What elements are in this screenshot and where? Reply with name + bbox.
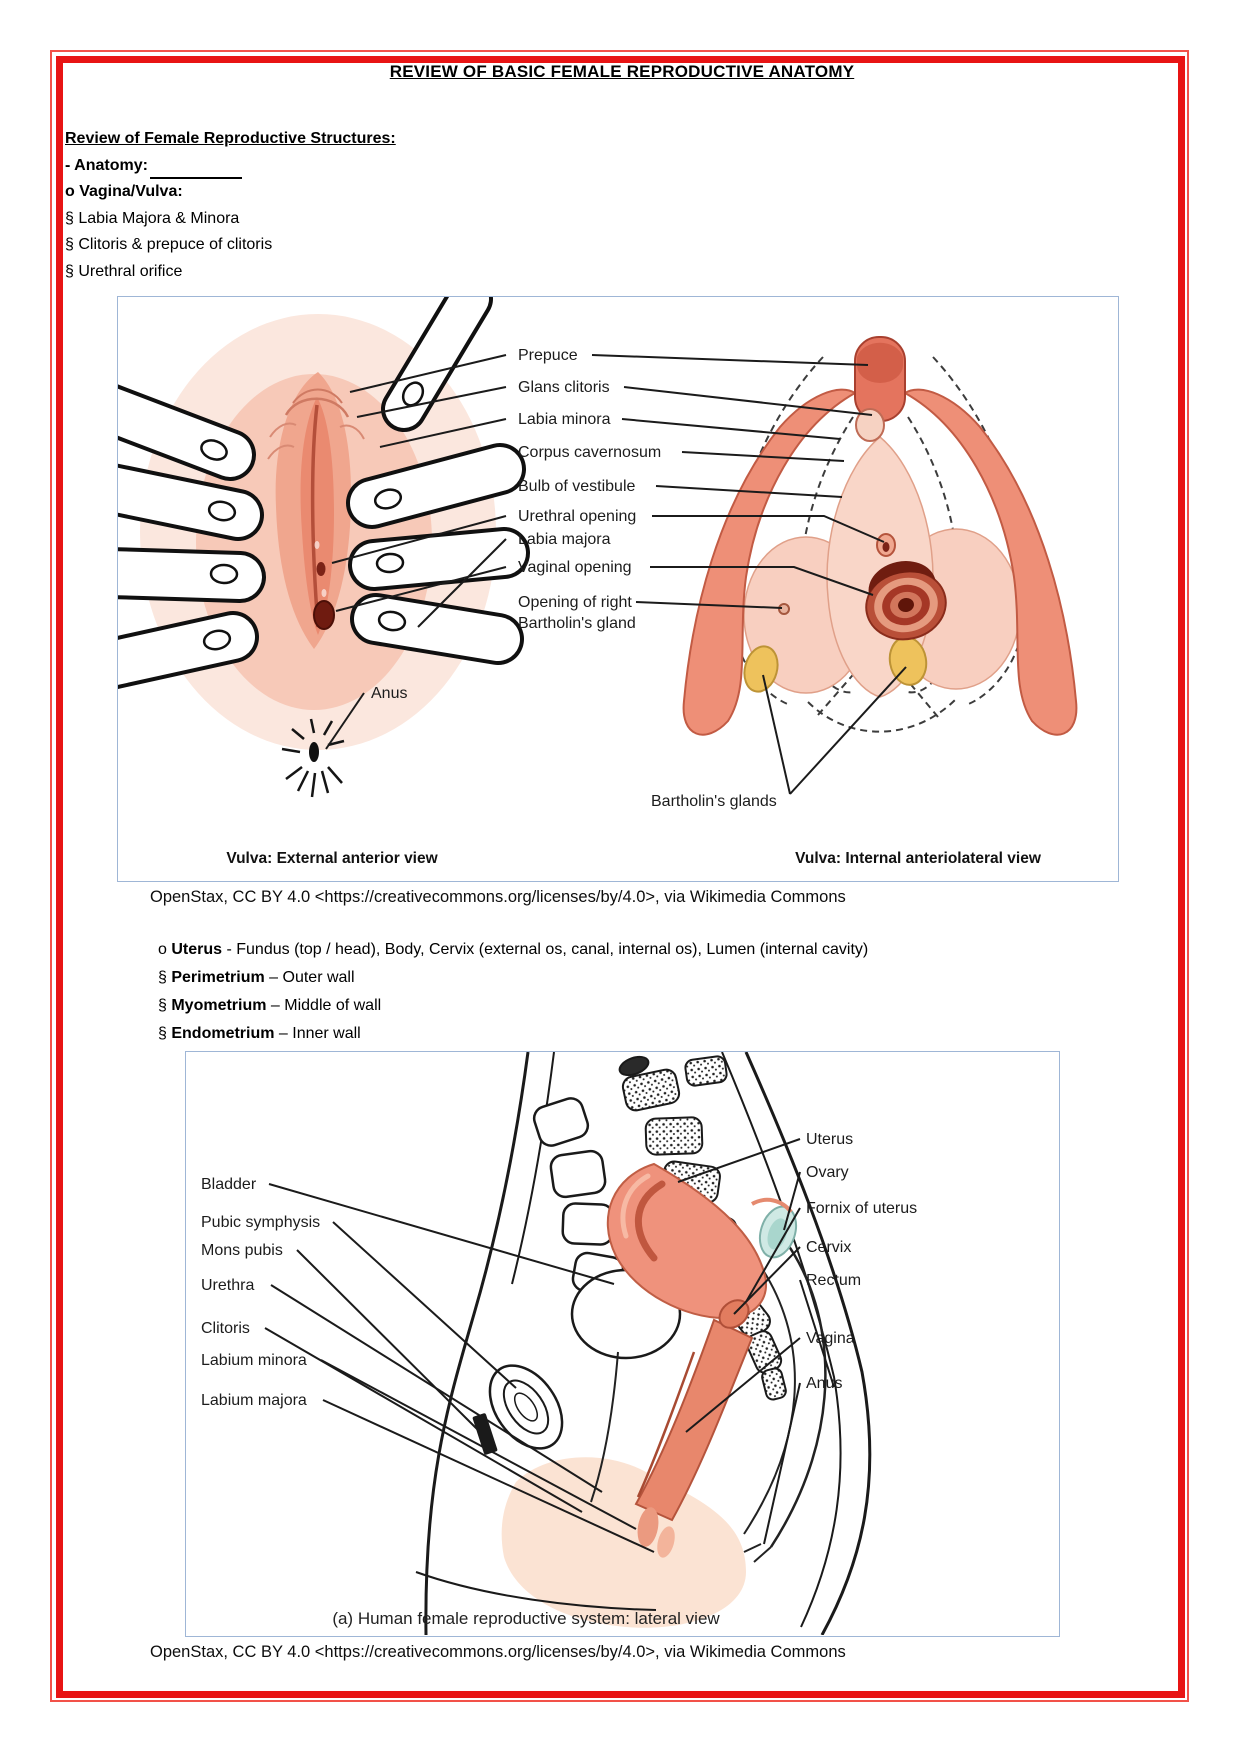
bartholin-opening-dot bbox=[779, 604, 789, 614]
figure-lateral-illustration bbox=[186, 1052, 1058, 1635]
label-bartholins-glands: Bartholin's glands bbox=[651, 793, 777, 810]
label-vagina: Vagina bbox=[806, 1330, 855, 1347]
label-opening-of-right: Opening of right bbox=[518, 594, 632, 611]
vagina-vulva-line: o Vagina/Vulva: bbox=[65, 183, 183, 200]
label-labia-minora: Labia minora bbox=[518, 411, 611, 428]
label-labia-majora: Labia majora bbox=[518, 531, 611, 548]
label-corpus-cavernosum: Corpus cavernosum bbox=[518, 444, 662, 461]
label-cervix: Cervix bbox=[806, 1239, 852, 1256]
endometrium-line: § Endometrium – Inner wall bbox=[158, 1025, 361, 1042]
label-clitoris: Clitoris bbox=[201, 1320, 250, 1337]
label-rectum: Rectum bbox=[806, 1272, 862, 1289]
figure-vulva-box bbox=[117, 296, 1119, 882]
label-fornix-of-uterus: Fornix of uterus bbox=[806, 1200, 918, 1217]
figure1-caption-right: Vulva: Internal anteriolateral view bbox=[795, 850, 1041, 867]
figure1-caption-left: Vulva: External anterior view bbox=[226, 850, 438, 867]
anatomy-underline-segment bbox=[150, 177, 242, 179]
label-ovary: Ovary bbox=[806, 1164, 849, 1181]
label-anus: Anus bbox=[371, 685, 408, 702]
myometrium-line: § Myometrium – Middle of wall bbox=[158, 997, 382, 1014]
vulva-internal-illustration bbox=[684, 337, 1077, 735]
section-heading: Review of Female Reproductive Structures: bbox=[65, 130, 396, 147]
figure2-caption: (a) Human female reproductive system: lateral view bbox=[332, 1609, 720, 1628]
label-bulb-of-vestibule: Bulb of vestibule bbox=[518, 478, 636, 495]
label-urethra: Urethra bbox=[201, 1277, 255, 1294]
label-vaginal-opening: Vaginal opening bbox=[518, 559, 632, 576]
urethral-opening-shape bbox=[317, 562, 326, 576]
uterus-text-block bbox=[158, 936, 868, 1048]
bullet-item: § Urethral orifice bbox=[65, 262, 183, 280]
vaginal-opening-shape bbox=[314, 601, 334, 629]
figure2-attribution: OpenStax, CC BY 4.0 <https://creativecommons.org/licenses/by/4.0>, via Wikimedia Commons bbox=[150, 1643, 846, 1661]
label-uterus: Uterus bbox=[806, 1131, 854, 1148]
label-bladder: Bladder bbox=[201, 1176, 257, 1193]
label-urethral-opening: Urethral opening bbox=[518, 508, 637, 525]
label-mons-pubis: Mons pubis bbox=[201, 1242, 283, 1259]
label-labium-majora: Labium majora bbox=[201, 1392, 307, 1409]
page-title: REVIEW OF BASIC FEMALE REPRODUCTIVE ANATOMY bbox=[389, 62, 855, 81]
figure-vulva-illustration bbox=[118, 297, 1117, 880]
bullet-item: § Clitoris & prepuce of clitoris bbox=[65, 236, 273, 253]
label-pubic-symphysis: Pubic symphysis bbox=[201, 1214, 321, 1231]
intro-text-block bbox=[65, 126, 396, 285]
label-bartholins-gland: Bartholin's gland bbox=[518, 615, 636, 632]
bullet-item: § Labia Majora & Minora bbox=[65, 209, 240, 227]
label-labium-minora: Labium minora bbox=[201, 1352, 307, 1369]
figure1-attribution: OpenStax, CC BY 4.0 <https://creativecommons.org/licenses/by/4.0>, via Wikimedia Commons bbox=[150, 888, 846, 906]
label-prepuce: Prepuce bbox=[518, 347, 578, 364]
anatomy-line: - Anatomy: bbox=[65, 156, 148, 174]
vulva-external-illustration bbox=[118, 299, 504, 797]
perimetrium-line: § Perimetrium – Outer wall bbox=[158, 969, 355, 986]
uterus-line: o Uterus - Fundus (top / head), Body, Cervix (external os, canal, internal os), Lumen (internal cavity) bbox=[158, 941, 869, 958]
label-anus-lateral: Anus bbox=[806, 1375, 843, 1392]
label-glans-clitoris: Glans clitoris bbox=[518, 379, 610, 396]
figure-lateral-box bbox=[185, 1051, 1060, 1637]
